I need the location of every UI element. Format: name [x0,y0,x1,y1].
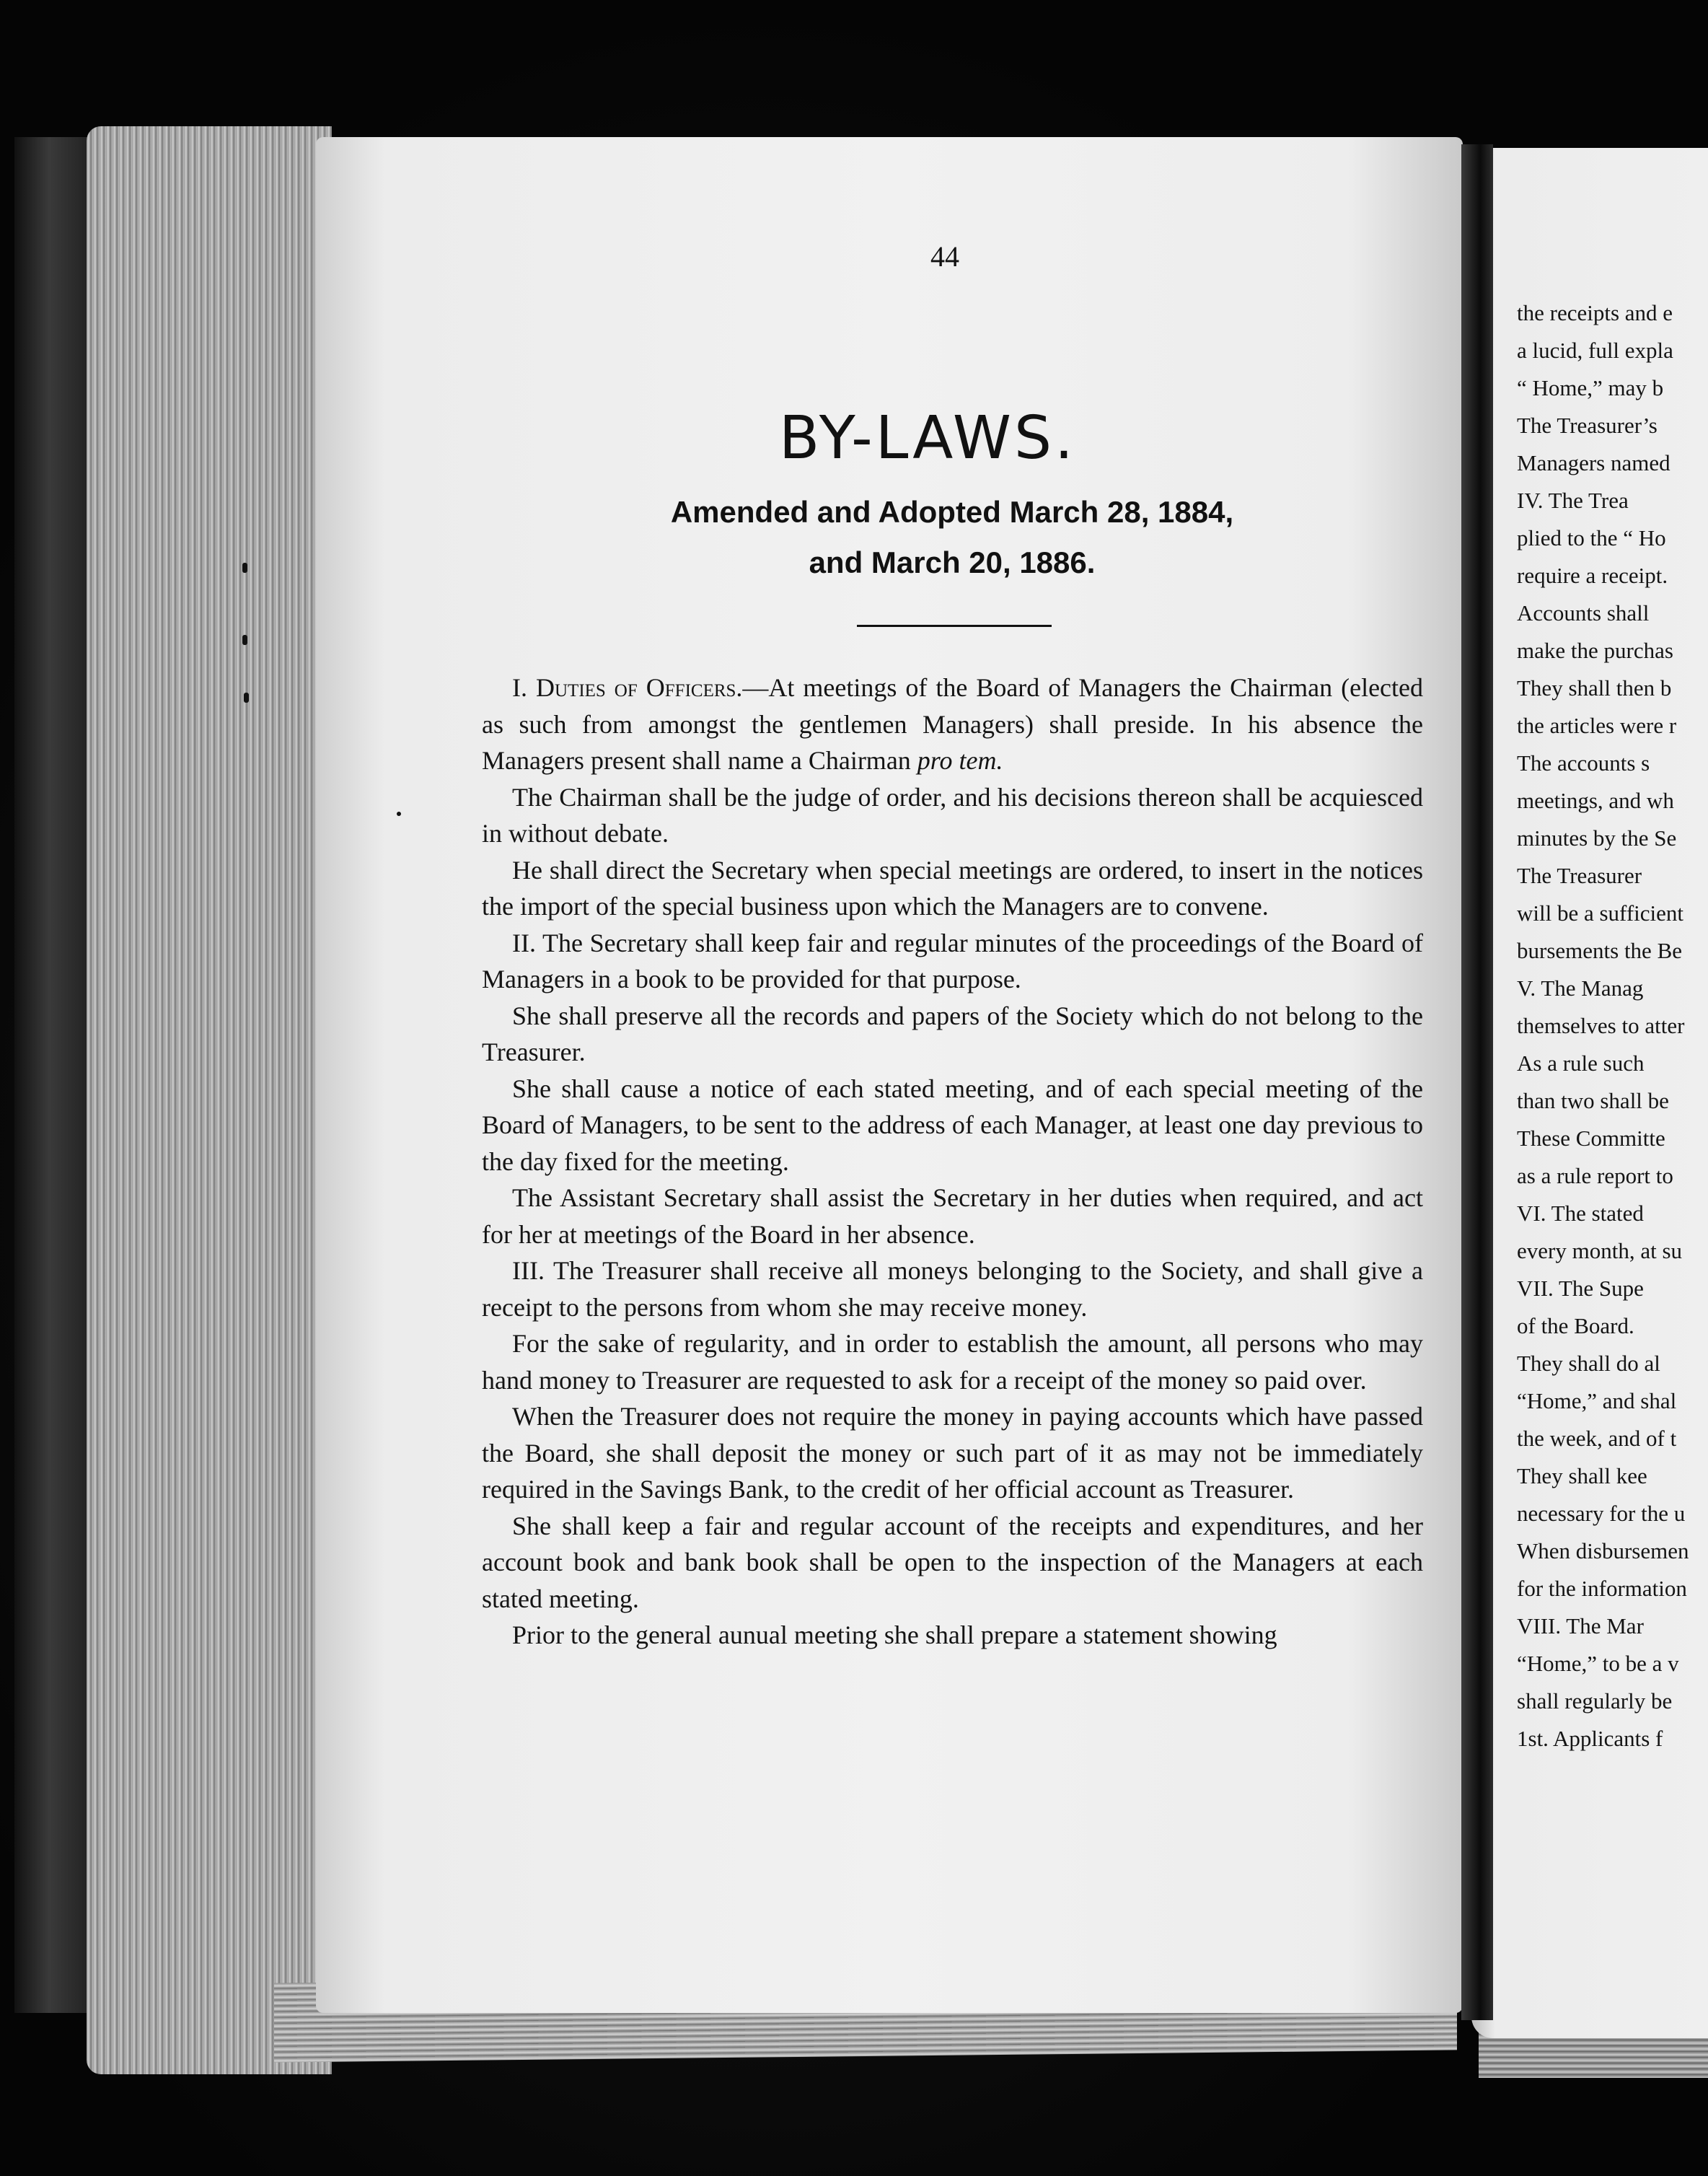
right-page-line: a lucid, full expla [1517,338,1673,363]
subtitle-line-1: Amended and Adopted March 28, 1884, [670,495,1234,529]
right-page-line: “Home,” to be a v [1517,1651,1679,1676]
right-page-line: for the information [1517,1576,1687,1601]
paragraph: She shall keep a fair and regular account of the receipts and expenditures, and her account book and bank book shall be open to the inspection of the Managers at each stated meeting. [482,1511,1423,1613]
right-page-line: shall regularly be [1517,1688,1673,1714]
right-page-line: will be a sufficient [1517,900,1684,926]
right-page-line: VIII. The Mar [1517,1613,1644,1638]
divider-rule [857,625,1052,627]
margin-speck [397,812,401,816]
right-page-line: The Treasurer [1517,863,1642,888]
right-page-line: They shall do al [1517,1351,1660,1376]
paragraph: For the sake of regularity, and in order to establish the amount, all persons who may hand money to Treasurer are requested to ask for a receipt of the money so paid over. [482,1329,1423,1395]
right-page-line: “ Home,” may b [1517,375,1664,400]
right-page-line: than two shall be [1517,1088,1669,1113]
right-page-line: “Home,” and shal [1517,1388,1677,1413]
paragraph: She shall cause a notice of each stated meeting, and of each special meeting of the Board of Managers, to be sent to the address of each Manager, at least one day previous to the day fixed for the meeting. [482,1074,1423,1176]
right-page-line: plied to the “ Ho [1517,525,1666,550]
subtitle-line-2: and March 20, 1886. [809,545,1096,579]
paragraph: The Assistant Secretary shall assist the Secretary in her duties when required, and act for her at meetings of the Board in her absence. [482,1183,1423,1249]
section-number: I. [512,673,527,702]
paragraph: Prior to the general aunual meeting she shall prepare a statement showing [512,1620,1277,1649]
margin-speck [242,635,247,645]
right-page-line: meetings, and wh [1517,788,1674,813]
right-page-line: The Treasurer’s [1517,413,1658,438]
paragraph-duties-of-officers [482,670,1423,779]
paragraph: She shall preserve all the records and papers of the Society which do not belong to the Treasurer. [482,1001,1423,1066]
right-page-text [1517,294,1708,1758]
right-page-line: They shall then b [1517,675,1672,701]
right-page-line: They shall kee [1517,1463,1647,1488]
right-page-line: Managers named [1517,450,1670,475]
right-page-line: VI. The stated [1517,1201,1644,1226]
right-page-line: minutes by the Se [1517,825,1677,851]
right-page-line: 1st. Applicants f [1517,1726,1663,1751]
margin-speck [242,563,247,573]
right-page-line: As a rule such [1517,1050,1645,1076]
paragraph: When the Treasurer does not require the money in paying accounts which have passed the Board, she shall deposit the money or such part of it as may not be immediately required in the Savings Bank, to the credit of her official account as Treasurer. [482,1402,1423,1504]
right-page-line: necessary for the u [1517,1501,1686,1526]
italic-text: pro tem. [917,746,1003,775]
paragraph: He shall direct the Secretary when special meetings are ordered, to insert in the notices the import of the special business upon which the Managers are to convene. [482,855,1423,921]
right-page-line: every month, at su [1517,1238,1683,1263]
right-page-line: the week, and of t [1517,1426,1677,1451]
page-title: BY-LAWS. [779,404,1077,473]
paragraph: The Chairman shall be the judge of order, and his decisions thereon shall be acquiesced in without debate. [482,782,1423,848]
right-page-line: The accounts s [1517,750,1650,776]
right-page-line: the receipts and e [1517,300,1673,325]
body-text [482,670,1423,1654]
margin-speck [244,693,249,703]
right-page-line: IV. The Trea [1517,488,1629,513]
right-page-line: Accounts shall [1517,600,1650,626]
right-page-line: VII. The Supe [1517,1276,1644,1301]
paragraph: II. The Secretary shall keep fair and regular minutes of the proceedings of the Board of Managers in a book to be provided for that purpose. [482,928,1423,993]
right-page-line: make the purchas [1517,638,1673,663]
right-page-line: as a rule report to [1517,1163,1673,1188]
paragraph-text: —At meetings of the Board of Managers the Chairman (elected as such from amongst the gentlemen Managers) shall preside. In his absence the Managers present shall name a Chairman [482,673,1424,775]
book-gutter [1461,144,1493,2020]
right-page-line: themselves to atter [1517,1013,1685,1038]
right-page-line: bursements the Be [1517,938,1683,963]
right-page-line: of the Board. [1517,1313,1634,1338]
right-page-line: These Committe [1517,1126,1665,1151]
page-number: 44 [930,240,959,273]
section-heading: Duties of Officers. [536,673,743,702]
right-page-line: the articles were r [1517,713,1677,738]
right-page-line: When disbursemen [1517,1538,1689,1563]
right-page-line: require a receipt. [1517,563,1668,588]
right-page-line: V. The Manag [1517,975,1644,1001]
page-stack-left [87,126,332,2074]
paragraph: III. The Treasurer shall receive all moneys belonging to the Society, and shall give a receipt to the persons from whom she may receive money. [482,1256,1423,1322]
